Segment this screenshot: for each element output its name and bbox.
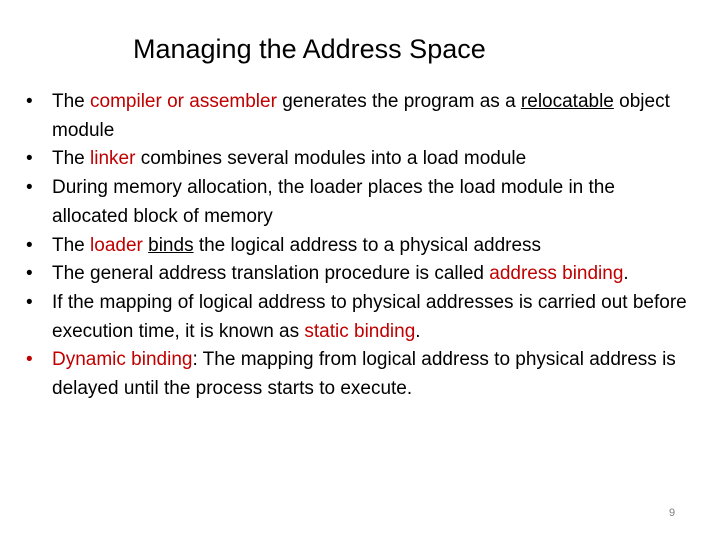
bullet-text <box>52 292 687 342</box>
bullet-item <box>20 260 690 289</box>
bullet-text <box>52 349 676 399</box>
underlined-term: relocatable <box>520 91 614 112</box>
text-segment: During memory allocation, the loader places the load module in the allocated block of memory <box>52 177 615 227</box>
bullet-item <box>20 145 690 174</box>
bullet-dot-icon: • <box>26 177 33 199</box>
page-number: 9 <box>669 507 676 519</box>
text-segment: combines several modules into a load module <box>135 148 527 170</box>
text-segment: If the mapping of logical address to physical addresses is carried out before execution time, it is known as <box>52 291 687 342</box>
highlighted-term: static binding <box>304 320 416 342</box>
text-segment: the logical address to a physical address <box>193 234 542 256</box>
bullet-text <box>52 148 526 169</box>
text-segment: generates the program as a <box>276 91 521 112</box>
highlighted-term: loader <box>90 234 143 256</box>
bullet-text <box>52 235 541 256</box>
bullet-dot-icon: • <box>26 234 33 256</box>
bullet-dot-icon: • <box>26 148 33 170</box>
underlined-term: binds <box>148 234 194 256</box>
bullet-item <box>20 174 690 231</box>
highlighted-term: compiler or assembler <box>90 91 277 112</box>
bullet-item <box>20 289 690 346</box>
text-segment: : The mapping from logical address to physical address is delayed until the process starts to execute. <box>52 349 676 400</box>
bullet-dot-icon: • <box>26 263 33 285</box>
bullet-dot-icon: • <box>26 291 33 313</box>
bullet-text <box>52 263 629 284</box>
text-segment: The <box>52 148 91 170</box>
text-segment: The <box>52 91 91 112</box>
bullet-dot-icon: • <box>26 91 33 112</box>
bullet-item <box>20 88 690 145</box>
slide-title: Managing the Address Space <box>133 34 486 64</box>
bullet-item <box>20 232 690 261</box>
highlighted-term: address binding <box>489 263 624 285</box>
bullet-list <box>20 88 690 404</box>
bullet-item <box>20 346 690 403</box>
highlighted-term: linker <box>90 148 136 170</box>
text-segment: object module <box>52 91 670 141</box>
bullet-text <box>52 177 615 227</box>
text-segment: . <box>415 320 421 342</box>
text-segment: . <box>623 263 629 285</box>
bullet-dot-icon: • <box>26 349 33 371</box>
bullet-text <box>52 91 670 141</box>
highlighted-term: Dynamic binding <box>52 349 193 371</box>
text-segment: The general address translation procedure is called <box>52 263 490 285</box>
text-segment: The <box>52 234 91 256</box>
